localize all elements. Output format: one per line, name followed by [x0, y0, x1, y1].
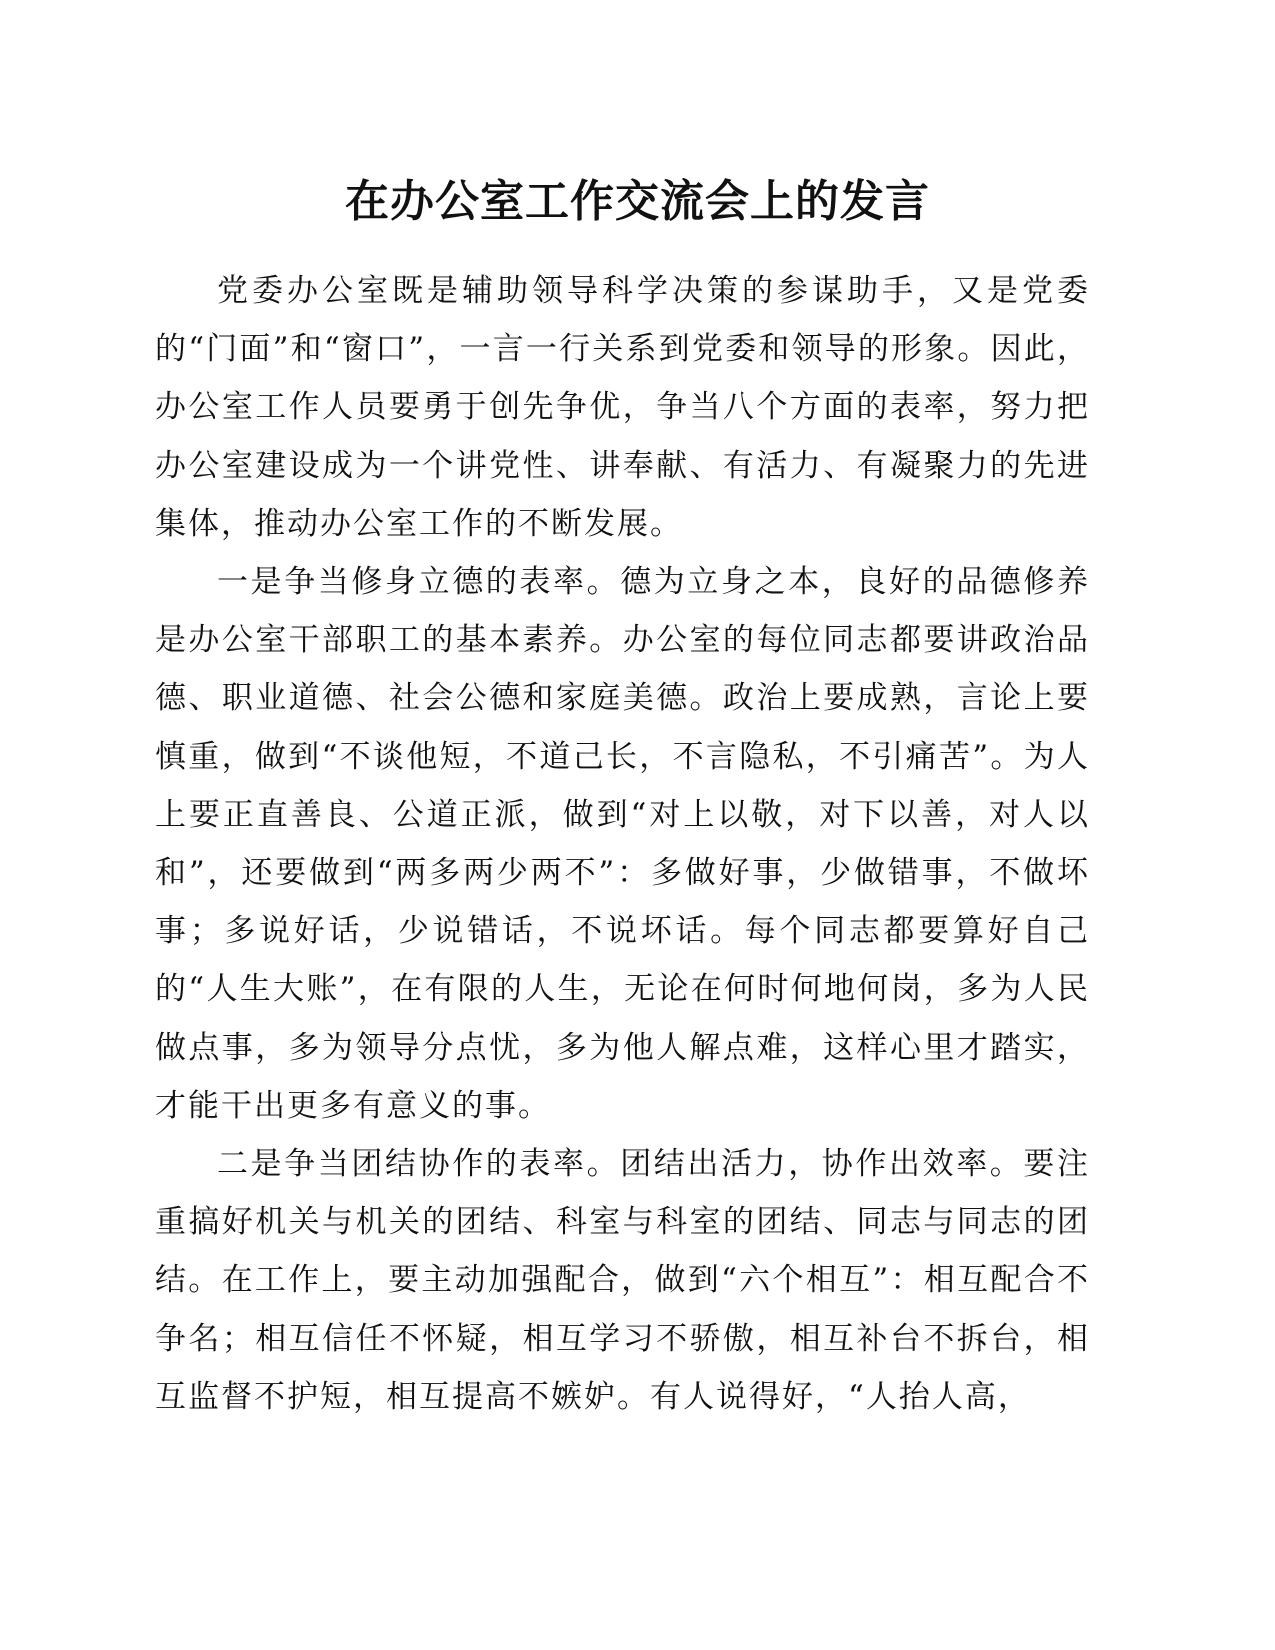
document-title: 在办公室工作交流会上的发言 — [345, 176, 930, 227]
paragraph-point-two: 二是争当团结协作的表率。团结出活力，协作出效率。要注重搞好机关与机关的团结、科室与科室的团结、同志与同志的团结。在工作上，要主动加强配合，做到“六个相互”：相互配合不争名；相互信任不怀疑，相互学习不骄傲，相互补台不拆台，相互监督不护短，相互提高不嫉妒。有人说得好，“人抬人高， — [155, 1146, 1090, 1415]
document-body — [155, 262, 1090, 1426]
paragraph-point-one: 一是争当修身立德的表率。德为立身之本，良好的品德修养是办公室干部职工的基本素养。办公室的每位同志都要讲政治品德、职业道德、社会公德和家庭美德。政治上要成熟，言论上要慎重，做到“不谈他短，不道己长，不言隐私，不引痛苦”。为人上要正直善良、公道正派，做到“对上以敬，对下以善，对人以和”，还要做到“两多两少两不”：多做好事，少做错事，不做坏事；多说好话，少说错话，不说坏话。每个同志都要算好自己的“人生大账”，在有限的人生，无论在何时何地何岗，多为人民做点事，多为领导分点忧，多为他人解点难，这样心里才踏实，才能干出更多有意义的事。 — [155, 564, 1090, 1124]
paragraph-intro: 党委办公室既是辅助领导科学决策的参谋助手，又是党委的“门面”和“窗口”，一言一行关系到党委和领导的形象。因此，办公室工作人员要勇于创先争优，争当八个方面的表率，努力把办公室建设成为一个讲党性、讲奉献、有活力、有凝聚力的先进集体，推动办公室工作的不断发展。 — [155, 273, 1090, 542]
